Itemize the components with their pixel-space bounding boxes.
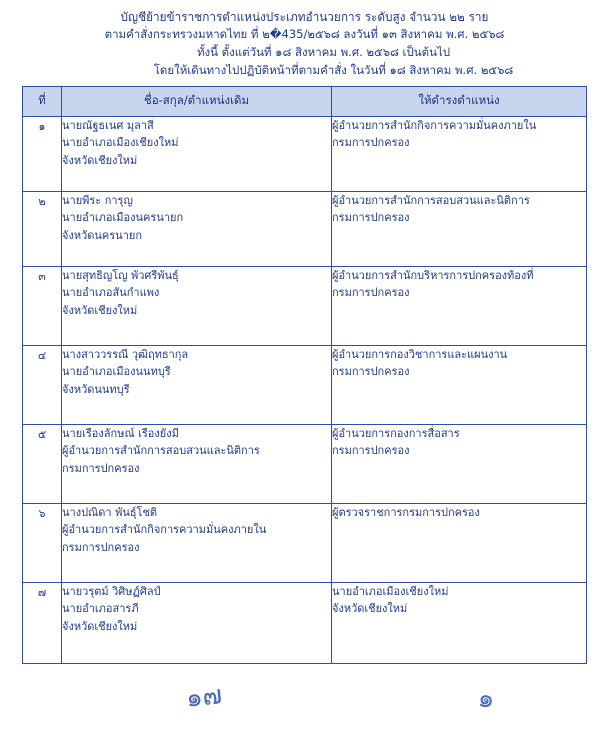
person-name: นายณัฐธเนศ มุลาสี bbox=[62, 118, 154, 132]
person-name: นายวรุตม์ วิศิษฏ์ศิลป์ bbox=[62, 584, 161, 598]
handwritten-annotation-left: ๑๗ bbox=[184, 680, 224, 714]
row-position-cell bbox=[332, 191, 587, 266]
former-position-line-2: จังหวัดเชียงใหม่ bbox=[62, 619, 138, 633]
former-position-line-1: ผู้อำนวยการสำนักการสอบสวนและนิติการ bbox=[62, 444, 260, 458]
new-position-line-2: กรมการปกครอง bbox=[332, 286, 410, 300]
table-row bbox=[23, 345, 587, 424]
former-position-line-2: กรมการปกครอง bbox=[62, 461, 140, 475]
row-number: ๑ bbox=[23, 116, 62, 191]
former-position-line-1: นายอำเภอเมืองนนทบุรี bbox=[62, 365, 171, 379]
header-line-4: โดยให้เดินทางไปปฏิบัติหน้าที่ตามคำสั่ง ในวันที่ ๑๘ สิงหาคม พ.ศ. ๒๕๖๘ bbox=[153, 62, 514, 77]
new-position-line-1: ผู้อำนวยการกองวิชาการและแผนงาน bbox=[332, 347, 508, 361]
person-name: นายสุทธิญโญ พัวศรีพันธุ์ bbox=[62, 268, 179, 282]
former-position-line-1: ผู้อำนวยการสำนักกิจการความมั่นคงภายใน bbox=[62, 523, 267, 537]
table-row bbox=[23, 266, 587, 345]
row-name-cell bbox=[62, 191, 332, 266]
new-position-line-2: กรมการปกครอง bbox=[332, 365, 410, 379]
transfer-list-table bbox=[22, 86, 587, 664]
table-row bbox=[23, 116, 587, 191]
former-position-line-2: จังหวัดเชียงใหม่ bbox=[62, 303, 138, 317]
former-position-line-2: จังหวัดนนทบุรี bbox=[62, 382, 130, 396]
person-name: นางสาววรรณี วุฒิฤทธากุล bbox=[62, 347, 189, 361]
person-name: นางปณิดา พันธุ์โชติ bbox=[62, 505, 158, 519]
table-row bbox=[23, 191, 587, 266]
table-row bbox=[23, 582, 587, 663]
new-position-line-1: ผู้อำนวยการสำนักกิจการความมั่นคงภายใน bbox=[332, 118, 537, 132]
former-position-line-2: กรมการปกครอง bbox=[62, 540, 140, 554]
row-name-cell bbox=[62, 424, 332, 503]
new-position-line-1: ผู้อำนวยการสำนักการสอบสวนและนิติการ bbox=[332, 193, 530, 207]
row-name-cell bbox=[62, 266, 332, 345]
row-number: ๖ bbox=[23, 503, 62, 582]
row-name-cell bbox=[62, 345, 332, 424]
new-position-line-2: กรมการปกครอง bbox=[332, 444, 410, 458]
document-header bbox=[22, 8, 587, 80]
new-position-line-1: ผู้อำนวยการสำนักบริหารการปกครองท้องที่ bbox=[332, 268, 534, 282]
row-position-cell bbox=[332, 582, 587, 663]
row-name-cell bbox=[62, 582, 332, 663]
person-name: นายพีระ การุญ bbox=[62, 193, 133, 207]
row-number: ๔ bbox=[23, 345, 62, 424]
row-number: ๓ bbox=[23, 266, 62, 345]
new-position-line-1: ผู้อำนวยการกองการสื่อสาร bbox=[332, 426, 460, 440]
table-body bbox=[23, 116, 587, 663]
former-position-line-2: จังหวัดเชียงใหม่ bbox=[62, 153, 138, 167]
row-number: ๕ bbox=[23, 424, 62, 503]
new-position-line-1: ผู้ตรวจราชการกรมการปกครอง bbox=[332, 505, 480, 519]
former-position-line-1: นายอำเภอเมืองนครนายก bbox=[62, 211, 184, 225]
handwritten-annotation-right: ๑ bbox=[476, 683, 496, 715]
column-header-position: ให้ดำรงตำแหน่ง bbox=[332, 86, 587, 116]
row-name-cell bbox=[62, 116, 332, 191]
row-position-cell bbox=[332, 345, 587, 424]
new-position-line-1: นายอำเภอเมืองเชียงใหม่ bbox=[332, 584, 449, 598]
new-position-line-2: กรมการปกครอง bbox=[332, 136, 410, 150]
row-number: ๒ bbox=[23, 191, 62, 266]
table-row bbox=[23, 503, 587, 582]
former-position-line-2: จังหวัดนครนายก bbox=[62, 228, 142, 242]
former-position-line-1: นายอำเภอสารภี bbox=[62, 602, 139, 616]
header-line-1: บัญชีย้ายข้าราชการตำแหน่งประเภทอำนวยการ ระดับสูง จำนวน ๒๒ ราย bbox=[120, 10, 489, 24]
table-header-row bbox=[23, 86, 587, 116]
new-position-line-2: จังหวัดเชียงใหม่ bbox=[332, 602, 408, 616]
column-header-no: ที่ bbox=[23, 86, 62, 116]
column-header-name: ชื่อ-สกุล/ตำแหน่งเดิม bbox=[62, 86, 332, 116]
row-position-cell bbox=[332, 116, 587, 191]
new-position-line-2: กรมการปกครอง bbox=[332, 211, 410, 225]
header-line-3: ทั้งนี้ ตั้งแต่วันที่ ๑๘ สิงหาคม พ.ศ. ๒๕๖๘ เป็นต้นไป bbox=[196, 45, 451, 60]
row-position-cell bbox=[332, 424, 587, 503]
row-position-cell bbox=[332, 503, 587, 582]
former-position-line-1: นายอำเภอเมืองเชียงใหม่ bbox=[62, 136, 179, 150]
table-header bbox=[23, 86, 587, 116]
former-position-line-1: นายอำเภอสันกำแพง bbox=[62, 286, 160, 300]
row-number: ๗ bbox=[23, 582, 62, 663]
table-row bbox=[23, 424, 587, 503]
row-position-cell bbox=[332, 266, 587, 345]
person-name: นายเรืองลักษณ์ เรืองยังมี bbox=[62, 426, 179, 440]
row-name-cell bbox=[62, 503, 332, 582]
header-line-2: ตามคำสั่งกระทรวงมหาดไทย ที่ ๒�435/๒๕๖๘ ลงวันที่ ๑๓ สิงหาคม พ.ศ. ๒๕๖๘ bbox=[104, 27, 505, 42]
